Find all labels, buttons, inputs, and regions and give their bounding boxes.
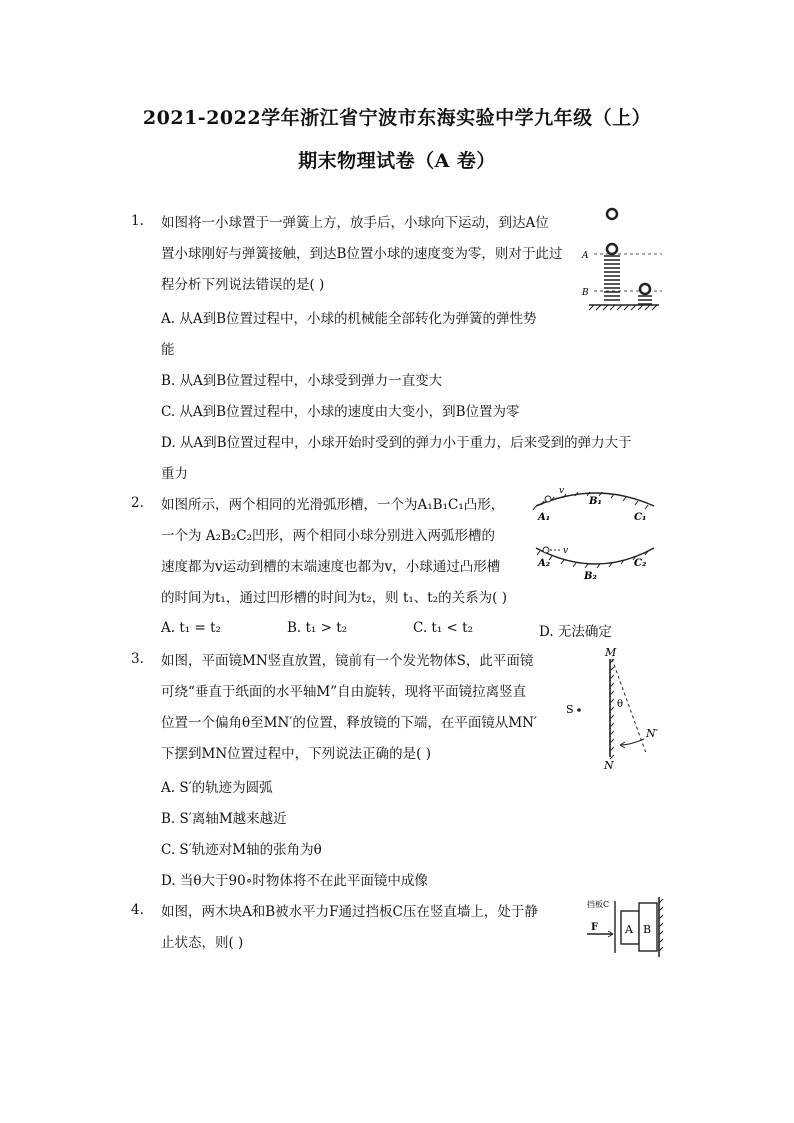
q3-option-d: D. 当θ大于90∘时物体将不在此平面镜中成像 (161, 873, 428, 889)
q3-label-n: N (604, 759, 614, 770)
q2-label-v2: v (563, 546, 569, 556)
q2-stem-line: 如图所示，两个相同的光滑弧形槽，一个为A₁B₁C₁凸形， (161, 497, 505, 513)
q4-label-b: B (643, 923, 652, 936)
q2-option-c: C. t₁ < t₂ (413, 620, 473, 636)
q4-label-c: 挡板C (587, 900, 610, 909)
q1-stem-line: 如图将一小球置于一弹簧上方，放手后，小球向下运动，到达A位 (161, 215, 549, 231)
q1-option-a: A. 从A到B位置过程中，小球的机械能全部转化为弹簧的弹性势 (161, 311, 537, 327)
q3-label-theta: θ (617, 699, 624, 710)
q2-label-c2: C₂ (634, 558, 647, 569)
q4-stem-line: 止状态，则( ) (161, 935, 244, 951)
q2-option-a: A. t₁ = t₂ (161, 620, 221, 636)
q1-stem-line: 置小球刚好与弹簧接触，到达B位置小球的速度变为零，则对于此过 (161, 246, 563, 262)
q3-label-s: S (566, 703, 574, 716)
q3-mirror-figure (560, 645, 670, 770)
q1-option-d-cont: 重力 (161, 466, 188, 482)
q2-option-b: B. t₁ > t₂ (287, 620, 348, 636)
q3-number: 3. (131, 651, 144, 667)
q2-number: 2. (131, 495, 144, 511)
q4-number: 4. (131, 902, 144, 918)
q2-option-d: D. 无法确定 (539, 624, 612, 640)
q3-stem-line: 可绕“垂直于纸面的水平轴M”自由旋转，现将平面镜拉离竖直 (161, 684, 527, 700)
q2-stem-line: 一个为 A₂B₂C₂凹形，两个相同小球分别进入两弧形槽的 (161, 528, 496, 544)
q2-label-b2: B₂ (584, 571, 597, 582)
q3-option-a: A. S′的轨迹为圆弧 (161, 780, 273, 796)
q1-option-c: C. 从A到B位置过程中，小球的速度由大变小，到B位置为零 (161, 404, 520, 420)
q2-stem-line: 的时间为t₁，通过凹形槽的时间为t₂，则 t₁、t₂的关系为( ) (161, 590, 507, 606)
q4-label-f: F (591, 922, 599, 933)
q1-label-a: A (582, 251, 589, 261)
page-title-line1: 2021-2022学年浙江省宁波市东海实验中学九年级（上） (142, 107, 652, 129)
q2-label-b1: B₁ (589, 496, 602, 507)
q2-label-v1: v (559, 486, 565, 496)
q1-number: 1. (131, 213, 144, 229)
q1-option-b: B. 从A到B位置过程中，小球受到弹力一直变大 (161, 373, 443, 389)
q1-label-b: B (582, 288, 589, 298)
q3-option-c: C. S′轨迹对M轴的张角为θ (161, 842, 322, 858)
q2-tracks-figure (526, 484, 666, 584)
page-title-line2: 期末物理试卷（A 卷） (298, 150, 496, 172)
q4-blocks-figure (585, 893, 665, 963)
q3-option-b: B. S′离轴M越来越近 (161, 811, 287, 827)
q1-option-d: D. 从A到B位置过程中，小球开始时受到的弹力小于重力，后来受到的弹力大于 (161, 435, 632, 451)
q1-spring-figure (574, 202, 664, 317)
q2-stem-line: 速度都为v运动到槽的末端速度也都为v，小球通过凸形槽 (161, 559, 501, 575)
q3-stem-line: 如图，平面镜MN竖直放置，镜前有一个发光物体S，此平面镜 (161, 653, 534, 669)
q2-label-a1: A₁ (538, 512, 551, 523)
q4-stem-line: 如图，两木块A和B被水平力F通过挡板C压在竖直墙上，处于静 (161, 904, 538, 920)
q3-stem-line: 位置一个偏角θ至MN′的位置，释放镜的下端，在平面镜从MN′ (161, 715, 538, 731)
q3-label-n-prime: N′ (646, 727, 659, 740)
q3-label-m: M (605, 646, 617, 659)
q3-stem-line: 下摆到MN位置过程中，下列说法正确的是( ) (161, 746, 431, 762)
q2-label-a2: A₂ (538, 558, 551, 569)
q1-option-a-cont: 能 (161, 342, 175, 358)
q2-label-c1: C₁ (634, 512, 647, 523)
q1-stem-line: 程分析下列说法错误的是( ) (161, 277, 325, 293)
q4-label-a: A (625, 923, 633, 936)
